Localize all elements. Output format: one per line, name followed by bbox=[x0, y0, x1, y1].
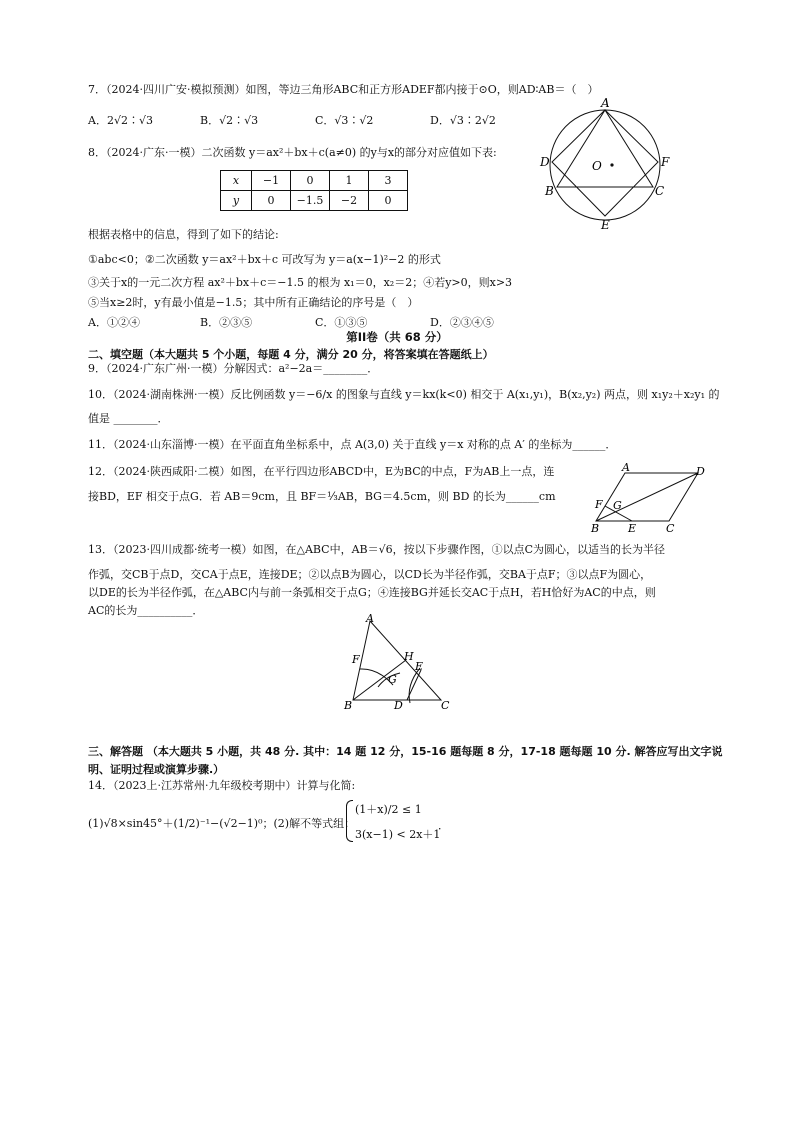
q12-line2: 接BD，EF 相交于点G．若 AB＝9cm，且 BF＝⅓AB，BG＝4.5cm，则 BD 的长为______cm bbox=[88, 490, 556, 503]
q8-stem: 8．（2024·广东·一模）二次函数 y＝ax²＋bx＋c(a≠0) 的y与x的部分对应值如下表: bbox=[88, 146, 497, 159]
q13-line2: 作弧，交CB于点D，交CA于点E，连接DE；②以点B为圆心，以CD长为半径作弧，交BA于点F；③以点F为圆心， bbox=[88, 568, 652, 581]
table-x-value: 0 bbox=[291, 171, 330, 191]
q14-title: 14．（2023上·江苏常州·九年级校考期中）计算与化简: bbox=[88, 779, 356, 792]
label-f: F bbox=[661, 155, 670, 169]
table-x-value: 3 bbox=[369, 171, 408, 191]
q11: 11．（2024·山东淄博·一模）在平面直角坐标系中，点 A(3,0) 关于直线 y＝x 对称的点 A′ 的坐标为______． bbox=[88, 438, 617, 451]
q9: 9．（2024·广东广州·一模）分解因式：a²−2a＝________． bbox=[88, 362, 379, 375]
q8-value-table bbox=[220, 170, 408, 211]
table-y-value: −2 bbox=[330, 191, 369, 211]
q14-part1: (1)√8×sin45°＋(1/2)⁻¹−(√2−1)⁰；(2)解不等式组： bbox=[88, 817, 356, 830]
q8-option-a: A．①②④ bbox=[88, 316, 140, 329]
inequality-brace bbox=[346, 800, 353, 842]
q14-end-mark: ． bbox=[438, 819, 449, 832]
q10-line2: 值是 ________． bbox=[88, 412, 169, 425]
q8-conclusion-2: ③关于x的一元二次方程 ax²＋bx＋c＝−1.5 的根为 x₁＝0，x₂＝2；④若y>0，则x>3 bbox=[88, 276, 513, 289]
label-e: E bbox=[415, 660, 424, 673]
q14-inequality-1: (1＋x)/2 ≤ 1 bbox=[355, 803, 422, 816]
label-e: E bbox=[601, 218, 610, 232]
q8-option-c: C．①③⑤ bbox=[315, 316, 368, 329]
label-f: F bbox=[352, 653, 360, 666]
q10-line1: 10．（2024·湖南株洲·一模）反比例函数 y＝−6/x 的图象与直线 y＝kx(k<0) 相交于 A(x₁,y₁)，B(x₂,y₂) 两点，则 x₁y₂＋x₂y₁ 的 bbox=[88, 388, 720, 401]
parallelogram-figure bbox=[588, 463, 712, 538]
label-a: A bbox=[622, 463, 630, 474]
table-y-value: 0 bbox=[252, 191, 291, 211]
label-c: C bbox=[655, 184, 665, 198]
label-f: F bbox=[595, 498, 603, 511]
q7-option-a: A．2√2∶√3 bbox=[88, 114, 153, 127]
q13-line1: 13．（2023·四川成都·统考一模）如图，在△ABC中，AB＝√6，按以下步骤作图，①以点C为圆心，以适当的长为半径 bbox=[88, 543, 666, 556]
label-g: G bbox=[388, 673, 397, 686]
label-g: G bbox=[613, 499, 622, 512]
label-c: C bbox=[666, 522, 675, 535]
q13-line3: 以DE的长为半径作弧，在△ABC内与前一条弧相交于点G；④连接BG并延长交AC于点H，若H恰好为AC的中点，则 bbox=[88, 586, 656, 599]
q7-option-c: C．√3∶√2 bbox=[315, 114, 374, 127]
q8-conclusion-3: ⑤当x≥2时，y有最小值是−1.5；其中所有正确结论的序号是（ ） bbox=[88, 296, 419, 309]
label-d: D bbox=[394, 699, 403, 712]
q12-line1: 12．（2024·陕西咸阳·二模）如图，在平行四边形ABCD中，E为BC的中点，F为AB上一点，连 bbox=[88, 465, 555, 478]
section3-heading-line2: 明、证明过程或演算步骤.） bbox=[88, 763, 225, 776]
q8-conclusion-1: ①abc<0；②二次函数 y＝ax²＋bx＋c 可改写为 y＝a(x−1)²−2 的形式 bbox=[88, 253, 441, 266]
table-y-value: 0 bbox=[369, 191, 408, 211]
q7-stem: 7．（2024·四川广安·模拟预测）如图，等边三角形ABC和正方形ADEF都内接于⊙O，则AD∶AB＝（ ） bbox=[88, 83, 599, 96]
q7-option-d: D．√3∶2√2 bbox=[430, 114, 496, 127]
label-e: E bbox=[628, 522, 637, 535]
part2-title: 第II卷（共 68 分） bbox=[346, 330, 448, 344]
circle-inscribed-figure bbox=[535, 95, 675, 235]
table-x-label: x bbox=[221, 171, 252, 191]
label-b: B bbox=[545, 184, 554, 198]
label-b: B bbox=[591, 522, 600, 535]
label-a: A bbox=[601, 96, 610, 110]
label-c: C bbox=[441, 699, 450, 712]
label-b: B bbox=[344, 699, 353, 712]
section3-heading-line1: 三、解答题 （本大题共 5 小题，共 48 分. 其中：14 题 12 分，15-16 题每题 8 分，17-18 题每题 10 分. 解答应写出文字说 bbox=[88, 745, 723, 758]
q13-line4: AC的长为__________． bbox=[88, 604, 204, 617]
table-x-value: −1 bbox=[252, 171, 291, 191]
section2-heading: 二、填空题（本大题共 5 个小题，每题 4 分，满分 20 分，将答案填在答题纸上） bbox=[88, 348, 494, 361]
table-x-value: 1 bbox=[330, 171, 369, 191]
label-a: A bbox=[366, 613, 374, 625]
q8-intro: 根据表格中的信息，得到了如下的结论: bbox=[88, 228, 279, 241]
label-o: O bbox=[592, 159, 602, 173]
label-d: D bbox=[696, 465, 705, 478]
q14-inequality-2: 3(x−1) < 2x＋1 bbox=[355, 828, 441, 841]
triangle-construction-figure bbox=[338, 613, 463, 713]
label-d: D bbox=[540, 155, 550, 169]
table-y-value: −1.5 bbox=[291, 191, 330, 211]
q8-option-d: D．②③④⑤ bbox=[430, 316, 494, 329]
q7-option-b: B．√2∶√3 bbox=[200, 114, 259, 127]
q8-option-b: B．②③⑤ bbox=[200, 316, 253, 329]
label-h: H bbox=[404, 650, 414, 663]
table-y-label: y bbox=[221, 191, 252, 211]
